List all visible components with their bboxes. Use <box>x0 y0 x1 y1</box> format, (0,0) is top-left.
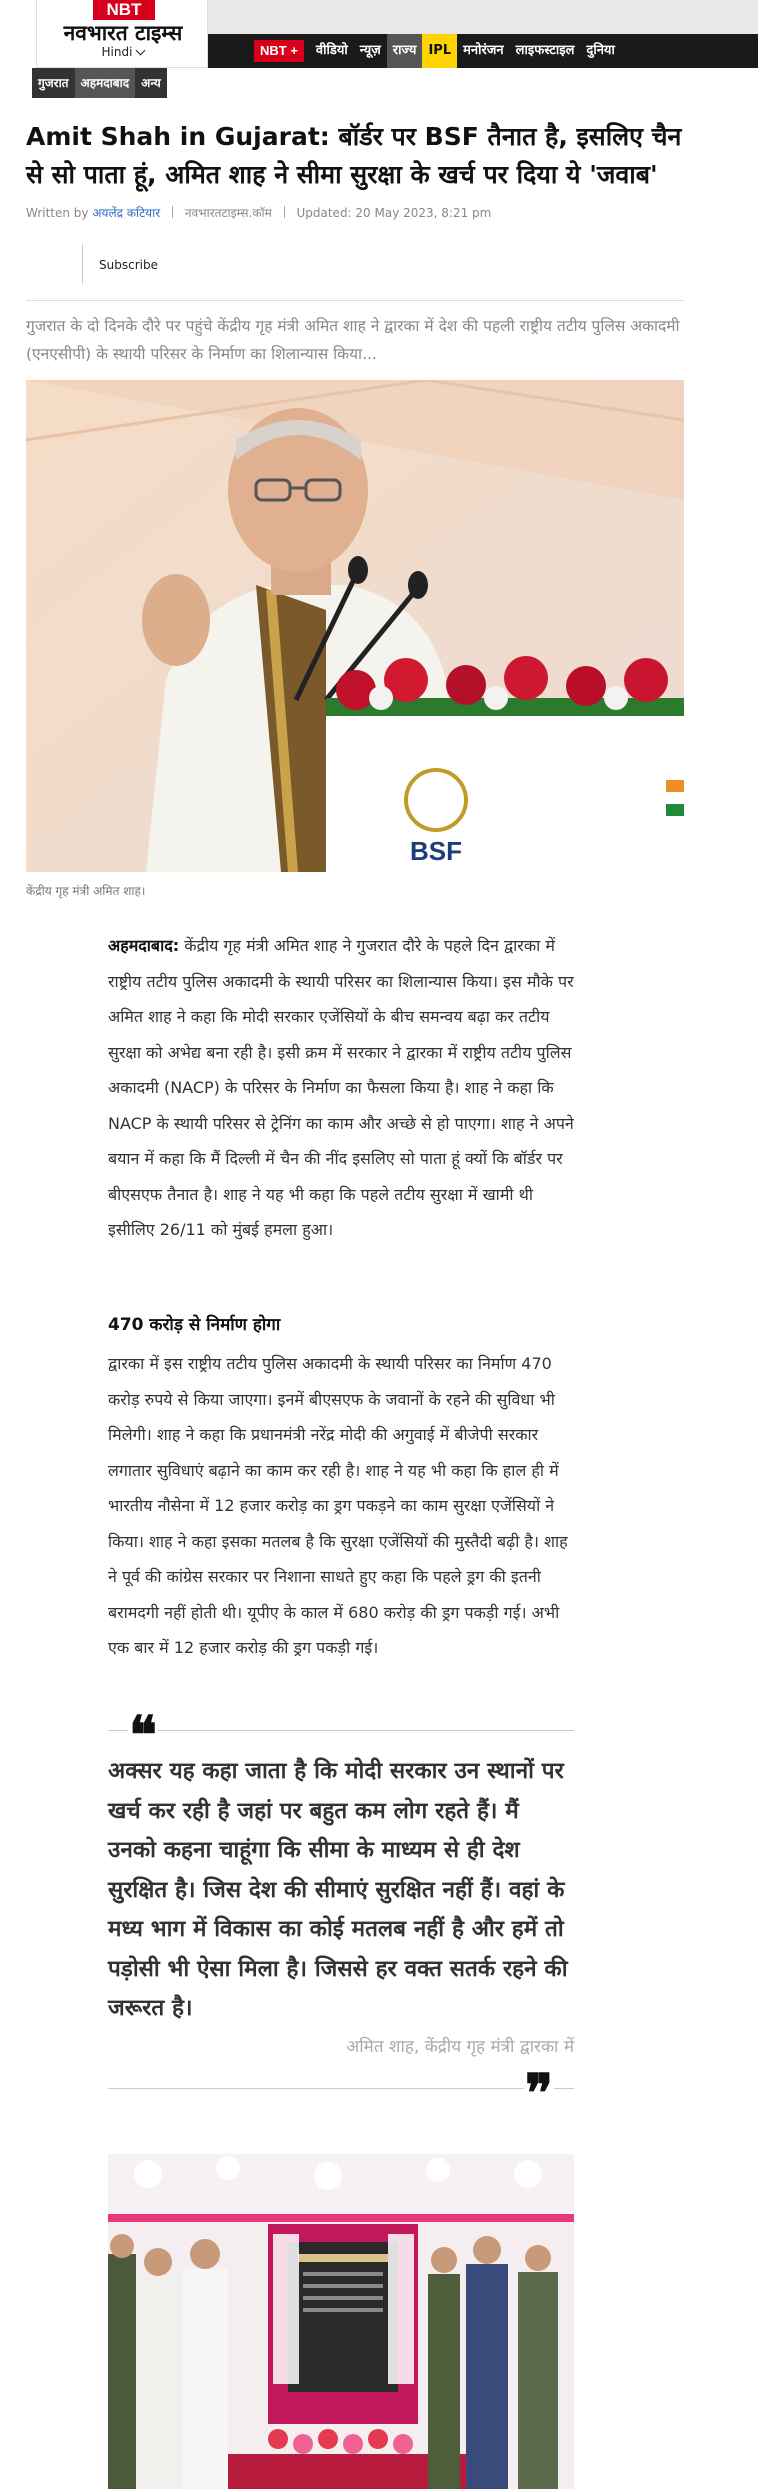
hero-image[interactable] <box>26 380 684 872</box>
author-link[interactable]: अयलेंद्र कटियार <box>92 206 161 220</box>
written-by-label: Written by <box>26 206 89 220</box>
sub-nav-gujarat[interactable]: गुजरात <box>38 76 69 90</box>
ceremony-illustration <box>108 2154 574 2489</box>
nav-item-entertainment[interactable]: मनोरंजन <box>463 43 504 58</box>
nav-item-state[interactable]: राज्य <box>387 34 423 68</box>
site-header <box>0 0 758 68</box>
image-caption: केंद्रीय गृह मंत्री अमित शाह। <box>26 884 146 898</box>
language-selector[interactable] <box>37 45 209 59</box>
nav-item-video[interactable]: वीडियो <box>315 43 348 58</box>
top-strip <box>208 0 758 34</box>
subscribe-area <box>82 244 382 284</box>
sub-nav-others[interactable]: अन्य <box>141 76 161 90</box>
nav-nbt-plus[interactable]: NBT + <box>254 40 304 62</box>
article-image[interactable] <box>108 2154 574 2489</box>
pull-quote: अक्सर यह कहा जाता है कि मोदी सरकार उन स्थानों पर खर्च कर रही है जहां पर बहुत कम लोग रहते हैं। मैं उनको कहना चाहूंगा कि सीमा के माध्यम से ही देश सुरक्षित है। जिस देश की सीमाएं सुरक्षित नहीं हैं। वहां के मध्य भाग में विकास का कोई मतलब नहीं है और हमें तो पड़ोसी भी ऐसा मिला है। जिससे हर वक्त सतर्क रहने की जरूरत है। <box>108 1758 568 2021</box>
quote-attribution: अमित शाह, केंद्रीय गृह मंत्री द्वारका में <box>346 2037 574 2057</box>
quote-rule <box>108 2088 574 2089</box>
logo-name: नवभारत टाइम्स <box>63 21 183 45</box>
quote-rule <box>108 1730 574 1731</box>
bsf-sign-text: BSF <box>410 836 462 866</box>
article-headline: Amit Shah in Gujarat: बॉर्डर पर BSF तैनात है, इसलिए चैन से सो पाता हूं, अमित शाह ने सीमा सुरक्षा के खर्च पर दिया ये 'जवाब' <box>26 122 682 189</box>
main-nav <box>208 34 758 68</box>
divider <box>26 300 684 301</box>
article-meta <box>26 204 491 221</box>
nav-item-lifestyle[interactable]: लाइफस्टाइल <box>515 43 575 58</box>
chevron-down-icon <box>136 46 146 56</box>
sub-nav <box>32 68 167 98</box>
paragraph-text: केंद्रीय गृह मंत्री अमित शाह ने गुजरात दौरे के पहले दिन द्वारका में राष्ट्रीय तटीय पुलिस अकादमी के स्थायी परिसर का शिलान्यास किया। इस मौके पर अमित शाह ने कहा कि मोदी सरकार एजेंसियों के बीच समन्वय बढ़ा कर तटीय सुरक्षा को अभेद्य बना रही है। इसी क्रम में सरकार ने द्वारका में राष्ट्रीय तटीय पुलिस अकादमी (NACP) के परिसर के निर्माण का फैसला किया है। शाह ने कहा कि NACP के स्थायी परिसर से ट्रेनिंग का काम और अच्छे से हो पाएगा। शाह ने अपने बयान में कहा कि मैं दिल्ली में चैन की नींद इसलिए सो पाता हूं क्यों कि बॉर्डर पर बीएसएफ तैनात है। शाह ने यह भी कहा कि पहले तटीय सुरक्षा में खामी थी इसीलिए 26/11 को मुंबई हमला हुआ। <box>108 936 574 1239</box>
publisher: नवभारतटाइम्स.कॉम <box>184 206 272 220</box>
article-subheading: 470 करोड़ से निर्माण होगा <box>108 1315 281 1335</box>
site-logo[interactable] <box>36 0 208 68</box>
article-summary: गुजरात के दो दिनके दौरे पर पहुंचे केंद्रीय गृह मंत्री अमित शाह ने द्वारका में देश की पहली राष्ट्रीय तटीय पुलिस अकादमी (एनएसीपी) के स्थायी परिसर के निर्माण का शिलान्यास किया... <box>26 317 680 363</box>
nav-item-world[interactable]: दुनिया <box>586 43 615 58</box>
article-paragraph: द्वारका में इस राष्ट्रीय तटीय पुलिस अकादमी के स्थायी परिसर का निर्माण 470 करोड़ रुपये से किया जाएगा। इनमें बीएसएफ के जवानों के रहने की सुविधा भी मिलेगी। शाह ने कहा कि प्रधानमंत्री नरेंद्र मोदी की अगुवाई में बीजेपी सरकार लगातार सुविधाएं बढ़ाने का काम कर रही है। शाह ने यह भी कहा कि हाल ही में भारतीय नौसेना में 12 हजार करोड़ का ड्रग पकड़ने का काम सुरक्षा एजेंसियों ने किया। शाह ने कहा इसका मतलब है कि सुरक्षा एजेंसियों की मुस्तैदी बढ़ी है। शाह ने पूर्व की कांग्रेस सरकार पर निशाना साधते हुए कहा कि पहले ड्रग की इतनी बरामदगी नहीं होती थी। यूपीए के काल में 680 करोड़ की ड्रग पकड़ी गई। अभी एक बार में 12 हजार करोड़ की ड्रग पकड़ी गई। <box>108 1354 568 1657</box>
logo-badge: NBT <box>93 0 155 20</box>
language-label: Hindi <box>101 45 133 59</box>
nav-item-ipl[interactable]: IPL <box>422 34 457 68</box>
meta-divider <box>284 206 285 218</box>
hero-illustration <box>26 380 684 872</box>
subscribe-button[interactable]: Subscribe <box>99 258 158 272</box>
updated-time: Updated: 20 May 2023, 8:21 pm <box>296 206 492 220</box>
quote-close-icon: ❞ <box>525 2063 553 2124</box>
quote-open-icon: ❝ <box>129 1705 157 1766</box>
nav-item-news[interactable]: न्यूज़ <box>359 43 381 58</box>
dateline: अहमदाबाद: <box>108 936 180 955</box>
article-paragraph <box>108 928 574 1248</box>
sub-nav-ahmedabad[interactable]: अहमदाबाद <box>75 68 136 98</box>
meta-divider <box>172 206 173 218</box>
